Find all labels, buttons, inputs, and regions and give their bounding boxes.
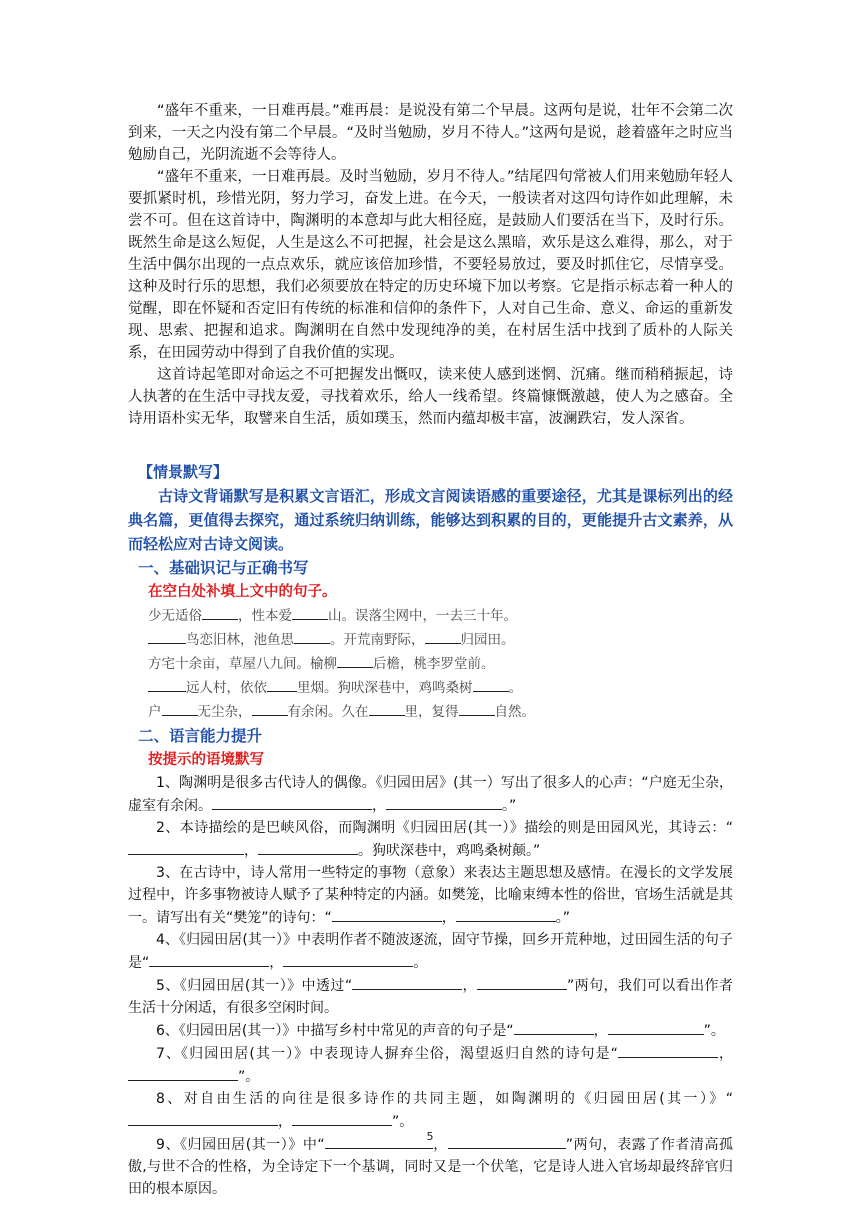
analysis-paragraph-1: “盛年不重来，一日难再晨。”难再晨：是说没有第二个早晨。这两句是说，壮年不会第二次到来，一天之内没有第二个早晨。“及时当勉励，岁月不待人。”这两句是说，趁着盛年之时应当勉励自己，光阴流逝不会等待人。 xyxy=(128,103,733,163)
page-number: 5 xyxy=(426,1130,434,1143)
answer-blank[interactable] xyxy=(459,700,495,716)
question-7: 7、《归园田居(其一）》中表现诗人摒弃尘俗，渴望返归自然的诗句是“ ，”。 xyxy=(128,1042,733,1088)
answer-blank[interactable] xyxy=(473,676,509,692)
question-2: 2、本诗描绘的是巴峡风俗，而陶渊明《归园田居(其一）》描绘的则是田园风光，其诗云：“， 。狗吠深巷中，鸡鸣桑树颠。” xyxy=(128,817,733,862)
answer-blank[interactable] xyxy=(148,676,186,692)
answer-blank[interactable] xyxy=(292,1110,392,1126)
fill-line-1: 少无适俗 ，性本爱 山。误落尘网中，一去三十年。 xyxy=(128,604,733,628)
part1-instruction: 在空白处补填上文中的句子。 xyxy=(148,584,337,600)
answer-blank[interactable] xyxy=(128,1065,238,1081)
part2-heading: 二、语言能力提升 xyxy=(138,727,263,745)
question-4: 4、《归园田居(其一）》中表明作者不随波逐流，固守节操，回乡开荒种地，过田园生活的句子是“ ， 。 xyxy=(128,932,733,971)
answer-blank[interactable] xyxy=(252,700,288,716)
answer-blank[interactable] xyxy=(149,951,269,967)
section-tag: 【情景默写】 xyxy=(138,463,229,481)
analysis-paragraph-3: 这首诗起笔即对命运之不可把握发出慨叹，读来使人感到迷惘、沉痛。继而稍稍振起，诗人执著的在生活中寻找友爱，寻找着欢乐，给人一线希望。终篇慷慨激越，使人为之感奋。全诗用语朴实无华，取譬来自生活，质如璞玉，然而内蕴却极丰富，波澜跌宕，发人深省。 xyxy=(128,367,733,427)
fill-line-3: 方宅十余亩，草屋八九间。榆柳 后檐，桃李罗堂前。 xyxy=(128,652,733,676)
analysis-paragraph-2: “盛年不重来，一日难再晨。及时当勉励，岁月不待人。”结尾四句常被人们用来勉励年轻人要抓紧时机，珍惜光阴，努力学习，奋发上进。在今天，一般读者对这四句诗作如此理解，未尝不可。但在这首诗中，陶渊明的本意却与此大相径庭，是鼓励人们要活在当下，及时行乐。既然生命是这么短促，人生是这么不可把握，社会是这么黑暗，欢乐是这么难得，那么，对于生活中偶尔出现的一点点欢乐，就应该倍加珍惜，不要轻易放过，要及时抓住它，尽情享受。这种及时行乐的思想，我们必须要放在特定的历史环境下加以考察。它是指示标志着一种人的觉醒，即在怀疑和否定旧有传统的标准和信仰的条件下，人对自己生命、意义、命运的重新发现、思索、把握和追求。陶渊明在自然中发现纯净的美，在村居生活中找到了质朴的人际关系，在田园劳动中得到了自我价值的实现。 xyxy=(128,169,733,361)
answer-blank[interactable] xyxy=(294,628,330,644)
fill-line-5: 户 无尘杂， 有余闲。久在 里，复得 自然。 xyxy=(128,700,733,724)
answer-blank[interactable] xyxy=(608,1019,704,1035)
answer-blank[interactable] xyxy=(128,839,244,855)
answer-blank[interactable] xyxy=(212,794,372,810)
fill-line-2: 鸟恋旧林，池鱼思 。开荒南野际， 归园田。 xyxy=(128,628,733,652)
question-6: 6、《归园田居(其一）》中描写乡村中常见的声音的句子是“ ， ”。 xyxy=(128,1019,733,1042)
part1-heading: 一、基础识记与正确书写 xyxy=(138,559,309,577)
section-intro: 古诗文背诵默写是积累文言语汇，形成文言阅读语感的重要途径，尤其是课标列出的经典名篇，更值得去探究，通过系统归纳训练，能够达到积累的目的，更能提升古文素养，从而轻松应对古诗文阅读。 xyxy=(128,487,733,553)
part2-instruction: 按提示的语境默写 xyxy=(148,752,264,768)
answer-blank[interactable] xyxy=(258,839,358,855)
answer-blank[interactable] xyxy=(148,628,186,644)
answer-blank[interactable] xyxy=(283,951,413,967)
question-1: 1、陶渊明是很多古代诗人的偶像。《归园田居》(其一）写出了很多人的心声：“户庭无尘杂，虚室有余闲。 ， 。” xyxy=(128,775,733,814)
answer-blank[interactable] xyxy=(332,906,442,922)
question-8: 8、对自由生活的向往是很多诗作的共同主题，如陶渊明的《归园田居(其一）》“， ”。 xyxy=(128,1088,733,1133)
question-3: 3、在古诗中，诗人常用一些特定的事物（意象）来表达主题思想及感情。在漫长的文学发展过程中，许多事物被诗人赋予了某种特定的内涵。如樊笼，比喻束缚本性的俗世，官场生活就是其一。请写出有关“樊笼”的诗句：“ ， 。” xyxy=(128,865,733,926)
answer-blank[interactable] xyxy=(337,652,373,668)
answer-blank[interactable] xyxy=(128,1110,278,1126)
answer-blank[interactable] xyxy=(386,794,502,810)
answer-blank[interactable] xyxy=(162,700,198,716)
answer-blank[interactable] xyxy=(369,700,405,716)
answer-blank[interactable] xyxy=(425,628,461,644)
answer-blank[interactable] xyxy=(456,906,556,922)
fill-line-4: 远人村，依依 里烟。狗吠深巷中，鸡鸣桑树 。 xyxy=(128,676,733,700)
answer-blank[interactable] xyxy=(267,676,297,692)
answer-blank[interactable] xyxy=(514,1019,594,1035)
answer-blank[interactable] xyxy=(202,604,238,620)
question-5: 5、《归园田居(其一）》中透过“ ， ”两句，我们可以看出作者生活十分闲适，有很多空闲时间。 xyxy=(128,974,733,1019)
question-9: 9、《归园田居(其一）》中“ ， ”两句，表露了作者清高孤傲,与世不合的性格，为全诗定下一个基调，同时又是一个伏笔，它是诗人进入官场却最终辞官归田的根本原因。 xyxy=(128,1133,733,1200)
answer-blank[interactable] xyxy=(477,974,567,990)
page-content xyxy=(128,100,733,1200)
answer-blank[interactable] xyxy=(292,604,328,620)
answer-blank[interactable] xyxy=(618,1042,718,1058)
answer-blank[interactable] xyxy=(352,974,462,990)
